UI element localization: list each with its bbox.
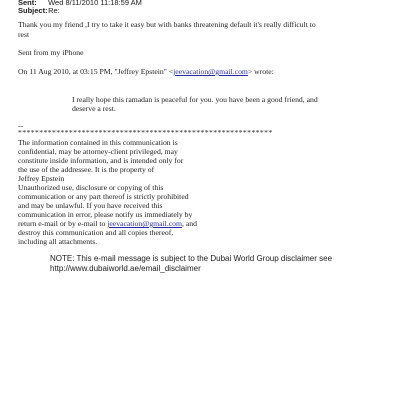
disclaimer-line: Unauthorized use, disclosure or copying of this bbox=[18, 183, 164, 192]
disclaimer-line: including all attachments. bbox=[18, 237, 98, 246]
quote-intro bbox=[18, 67, 274, 76]
quote-intro-suffix: > wrote: bbox=[247, 67, 274, 76]
disclaimer-dashes: -- bbox=[18, 121, 24, 130]
subject-value: Re: bbox=[48, 6, 60, 15]
note-line-2: http://www.dubaiworld.ae/email_disclaimer bbox=[50, 264, 201, 273]
disclaimer-line: communication or any part thereof is strictly prohibited bbox=[18, 192, 189, 201]
return-email-link[interactable]: jeevacation@gmail.com bbox=[107, 219, 182, 228]
disclaimer-line: destroy this communication and all copies thereof, bbox=[18, 228, 174, 237]
disclaimer-line: The information contained in this communication is bbox=[18, 138, 178, 147]
quoted-line-1: I really hope this ramadan is peaceful for you. you have been a good friend, and bbox=[72, 95, 318, 104]
sent-label: Sent: bbox=[18, 0, 37, 7]
disclaimer-line: Jeffrey Epstein bbox=[18, 174, 65, 183]
note-line-1: NOTE: This e-mail message is subject to the Dubai World Group disclaimer see bbox=[50, 254, 333, 263]
disclaimer-stars: ************************************************************ bbox=[18, 128, 273, 137]
quoted-line-2: deserve a rest. bbox=[72, 104, 116, 113]
disclaimer-line: the use of the addressee. It is the property of bbox=[18, 165, 155, 174]
subject-label: Subject: bbox=[18, 6, 48, 15]
reply-line-1: Thank you my friend ,I try to take it easy but with banks threatening default it's really difficult to bbox=[18, 20, 316, 29]
quote-intro-prefix: On 11 Aug 2010, at 03:15 PM, "Jeffrey Epstein" < bbox=[18, 67, 174, 76]
reply-line-2: rest bbox=[18, 30, 30, 39]
disclaimer-line: confidential, may be attorney-client privileged, may bbox=[18, 147, 178, 156]
disclaimer-line: constitute inside information, and is intended only for bbox=[18, 156, 184, 165]
quote-intro-email-link[interactable]: jeevacation@gmail.com bbox=[173, 67, 248, 76]
disclaimer-line: communication in error, please notify us immediately by bbox=[18, 210, 193, 219]
disclaimer-line: and may be unlawful. If you have received this bbox=[18, 201, 163, 210]
signature: Sent from my iPhone bbox=[18, 48, 84, 57]
sent-value: Wed 8/11/2010 11:18:59 AM bbox=[48, 0, 142, 7]
disclaimer-return-line bbox=[18, 219, 197, 228]
return-prefix: return e-mail or by e-mail to bbox=[18, 219, 108, 228]
return-suffix: , and bbox=[181, 219, 197, 228]
subject-row bbox=[18, 6, 60, 15]
